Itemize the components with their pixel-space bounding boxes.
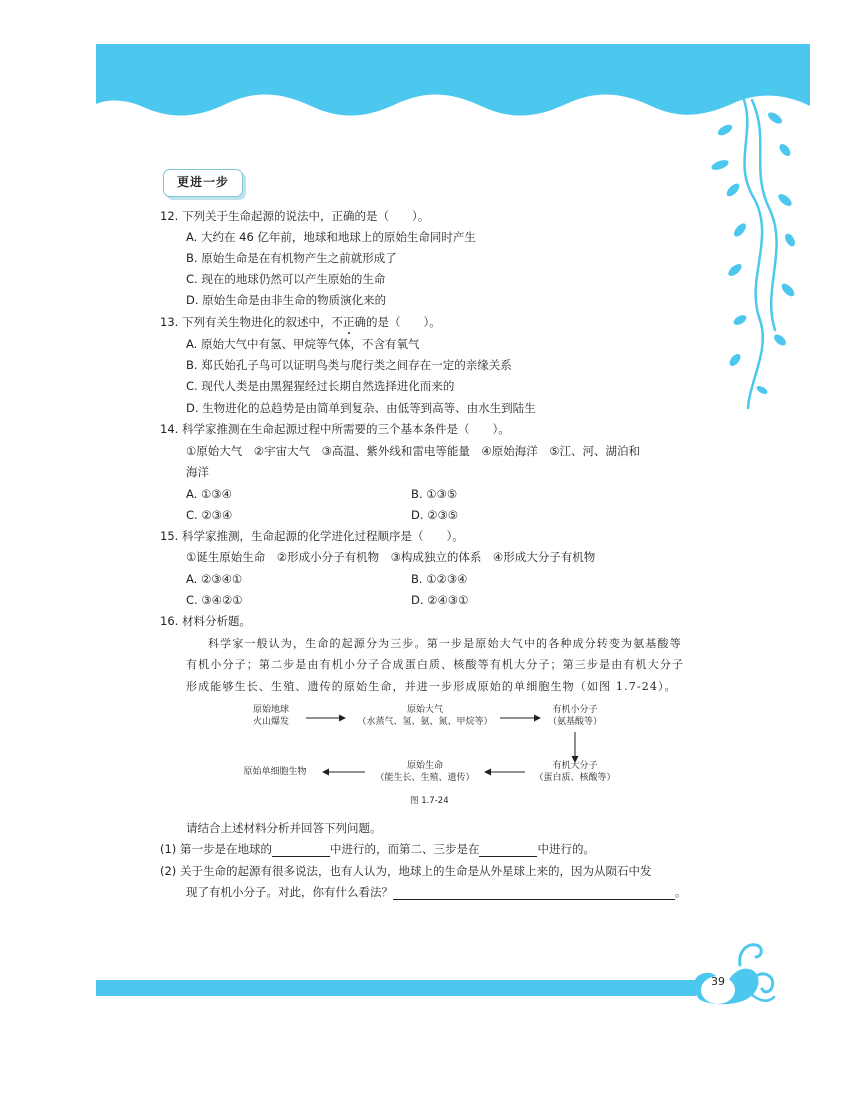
answer-blank-1[interactable] — [272, 844, 330, 857]
q14-items-line2: 海洋 — [186, 465, 209, 479]
q13-option-d: D. 生物进化的总趋势是由简单到复杂、由低等到高等、由水生到陆生 — [186, 401, 536, 415]
q14-option-a: A. ①③④ — [186, 487, 232, 501]
section-tag: 更进一步 — [163, 169, 243, 197]
q13-stem-emphasis: 不正确 — [331, 315, 366, 329]
q16-prompt: 请结合上述材料分析并回答下列问题。 — [186, 821, 382, 835]
question-13-stem — [160, 314, 441, 330]
q12-option-c: C. 现在的地球仍然可以产生原始的生命 — [186, 272, 386, 286]
diagram-node-title: 原始生命 — [406, 761, 443, 771]
q16-sub1-text-c: 中进行的。 — [537, 842, 595, 856]
q15-option-d: D. ②④③① — [411, 593, 469, 607]
diagram-node-primitive-earth — [240, 704, 302, 728]
question-14-stem: 14. 科学家推测在生命起源过程中所需要的三个基本条件是（ ）。 — [160, 422, 510, 436]
q16-sub2-line1: (2) 关于生命的起源有很多说法，也有人认为，地球上的生命是从外星球上来的，因为从陨石中发 — [160, 864, 652, 878]
q13-option-b: B. 郑氏始孔子鸟可以证明鸟类与爬行类之间存在一定的亲缘关系 — [186, 358, 512, 372]
diagram-node-primitive-atmosphere — [350, 704, 500, 728]
vine-decoration-icon — [700, 90, 810, 410]
q14-option-c: C. ②③④ — [186, 508, 233, 522]
answer-blank-3[interactable] — [393, 887, 675, 900]
diagram-node-single-cell — [230, 766, 320, 778]
diagram-node-detail: （水蒸气、氢、氨、氮、甲烷等） — [357, 717, 493, 727]
diagram-node-detail: 火山爆发 — [252, 717, 289, 727]
q15-items: ①诞生原始生命 ②形成小分子有机物 ③构成独立的体系 ④形成大分子有机物 — [186, 550, 596, 564]
q12-option-a: A. 大约在 46 亿年前，地球和地球上的原始生命同时产生 — [186, 230, 476, 244]
question-15-stem: 15. 科学家推测，生命起源的化学进化过程顺序是（ ）。 — [160, 529, 464, 543]
q16-sub2-text: 现了有机小分子。对此，你有什么看法？ — [186, 885, 393, 899]
diagram-node-title: 原始地球 — [252, 705, 289, 715]
diagram-node-detail: （蛋白质、核酸等） — [534, 773, 616, 783]
q16-sub1 — [160, 841, 595, 857]
q12-option-d: D. 原始生命是由非生命的物质演化来的 — [186, 293, 387, 307]
diagram-node-title: 原始单细胞生物 — [243, 767, 307, 777]
q12-option-b: B. 原始生命是在有机物产生之前就形成了 — [186, 251, 397, 265]
footer-bar — [96, 980, 696, 996]
q15-option-c: C. ③④②① — [186, 593, 243, 607]
page-number: 39 — [711, 975, 725, 988]
q16-sub1-text-a: (1) 第一步是在地球的 — [160, 842, 272, 856]
diagram-node-detail: （氨基酸等） — [547, 717, 602, 727]
q13-option-c: C. 现代人类是由黑猩猩经过长期自然选择进化而来的 — [186, 379, 455, 393]
diagram-node-title: 有机小分子 — [552, 705, 598, 715]
q13-stem-after: 的是（ ）。 — [365, 315, 441, 329]
q14-option-b: B. ①③⑤ — [411, 487, 458, 501]
answer-blank-2[interactable] — [479, 844, 537, 857]
material-line-2: 有机小分子；第二步是由有机小分子合成蛋白质、核酸等有机大分子；第三步是由有机大分子 — [186, 658, 685, 671]
diagram-node-primitive-life — [365, 760, 485, 784]
diagram-node-title: 原始大气 — [406, 705, 443, 715]
diagram-node-small-molecules — [535, 704, 615, 728]
q16-sub1-text-b: 中进行的，而第二、三步是在 — [329, 842, 480, 856]
q14-option-d: D. ②③⑤ — [411, 508, 459, 522]
figure-caption: 图 1.7-24 — [410, 796, 449, 806]
q14-items-line1: ①原始大气 ②宇宙大气 ③高温、紫外线和雷电等能量 ④原始海洋 ⑤江、河、湖泊和 — [186, 444, 641, 458]
question-16-stem: 16. 材料分析题。 — [160, 614, 251, 628]
material-line-3: 形成能够生长、生殖、遗传的原始生命，并进一步形成原始的单细胞生物（如图 1.7-24）。 — [186, 680, 677, 693]
origin-of-life-diagram — [230, 700, 630, 800]
page-ornament-icon — [680, 935, 780, 1010]
q15-option-a: A. ②③④① — [186, 572, 243, 586]
q15-option-b: B. ①②③④ — [411, 572, 468, 586]
q16-sub2-line2 — [186, 884, 687, 900]
q13-stem-before: 13. 下列有关生物进化的叙述中， — [160, 315, 332, 329]
diagram-node-large-molecules — [525, 760, 625, 784]
question-12-stem: 12. 下列关于生命起源的说法中，正确的是（ ）。 — [160, 209, 430, 223]
diagram-node-title: 有机大分子 — [552, 761, 598, 771]
q13-option-a: A. 原始大气中有氢、甲烷等气体，不含有氧气 — [186, 337, 420, 351]
q16-sub2-end: 。 — [675, 885, 687, 899]
diagram-node-detail: （能生长、生殖、遗传） — [375, 773, 475, 783]
material-line-1: 科学家一般认为，生命的起源分为三步。第一步是原始大气中的各种成分转变为氨基酸等 — [208, 637, 682, 650]
